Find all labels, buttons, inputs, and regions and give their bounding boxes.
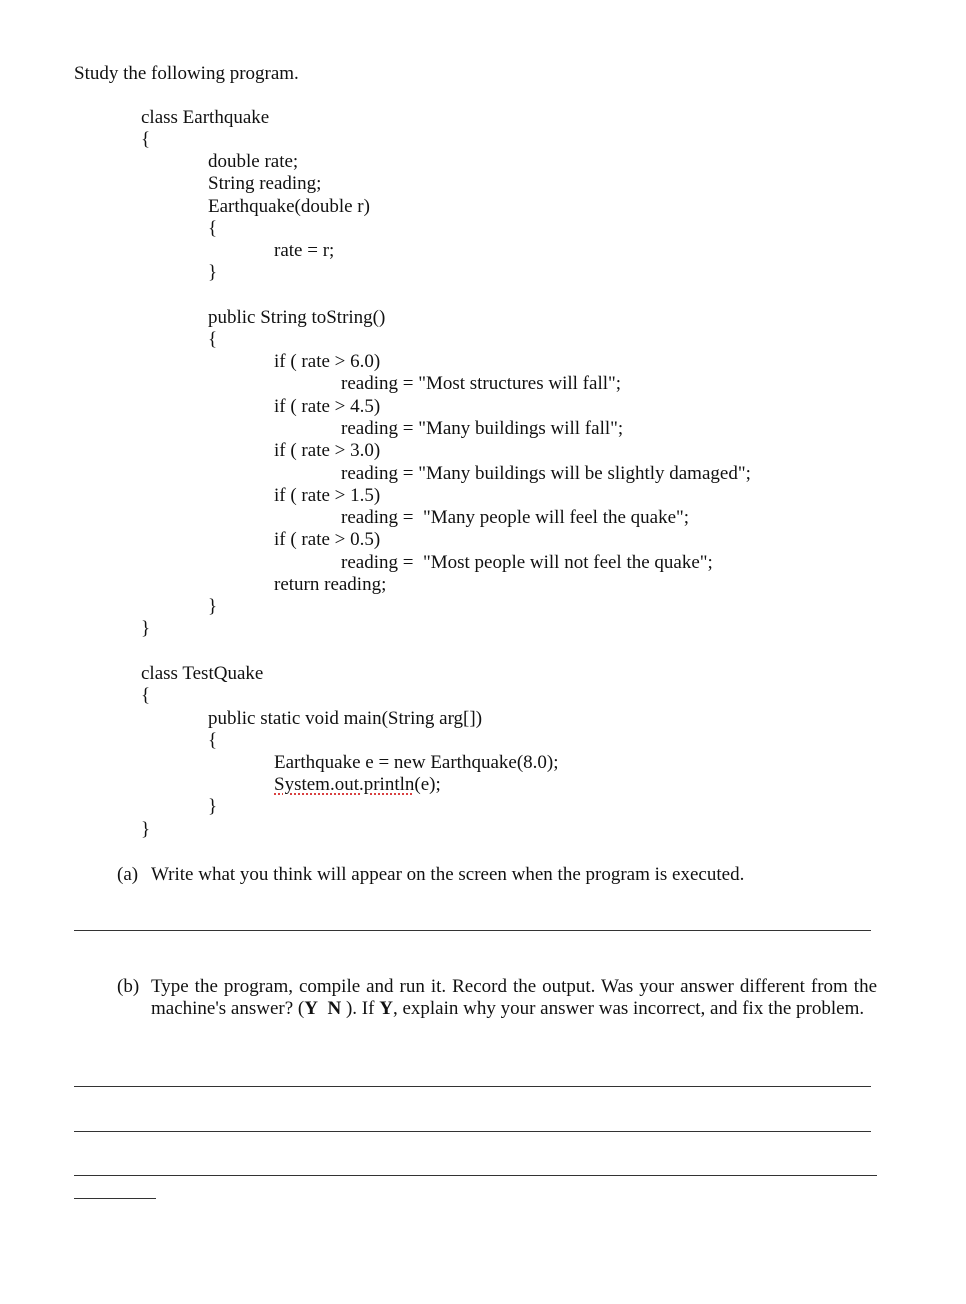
code-line: reading = "Many buildings will be slightly damaged"; bbox=[341, 463, 751, 484]
code-line: { bbox=[208, 730, 218, 751]
code-line: String reading; bbox=[208, 173, 322, 194]
code-line: class TestQuake bbox=[141, 663, 264, 684]
code-line: { bbox=[208, 218, 218, 239]
answer-line-a[interactable] bbox=[74, 930, 871, 931]
code-line: if ( rate > 0.5) bbox=[274, 529, 381, 550]
answer-line-b3[interactable] bbox=[74, 1175, 877, 1176]
code-line: reading = "Most structures will fall"; bbox=[341, 373, 622, 394]
question-b-text-part: , explain why your answer was incorrect, and fix the problem. bbox=[392, 998, 865, 1019]
code-line: { bbox=[141, 129, 151, 150]
question-b-text-part: ). If bbox=[341, 998, 380, 1019]
spellcheck-flagged-text: System.out.println bbox=[274, 774, 415, 795]
code-line: if ( rate > 3.0) bbox=[274, 440, 381, 461]
question-b-label: (b) bbox=[117, 976, 140, 997]
answer-line-b2[interactable] bbox=[74, 1131, 871, 1132]
answer-option-y: Y bbox=[304, 998, 318, 1019]
question-a-label: (a) bbox=[117, 864, 139, 885]
answer-line-b1[interactable] bbox=[74, 1086, 871, 1087]
code-line: class Earthquake bbox=[141, 107, 270, 128]
question-b bbox=[117, 976, 877, 1046]
code-line: public static void main(String arg[]) bbox=[208, 708, 483, 729]
code-line bbox=[274, 774, 441, 796]
code-line: { bbox=[208, 329, 218, 350]
code-line: if ( rate > 4.5) bbox=[274, 396, 381, 417]
question-a-text: Write what you think will appear on the screen when the program is executed. bbox=[151, 864, 745, 885]
code-line: } bbox=[141, 819, 151, 840]
code-line: reading = "Most people will not feel the quake"; bbox=[341, 552, 713, 573]
answer-line-b4[interactable] bbox=[74, 1198, 156, 1199]
code-line: if ( rate > 6.0) bbox=[274, 351, 381, 372]
code-line: Earthquake(double r) bbox=[208, 196, 370, 217]
code-line: } bbox=[208, 796, 218, 817]
question-b-text bbox=[151, 976, 877, 1020]
code-line: rate = r; bbox=[274, 240, 335, 261]
code-line: reading = "Many people will feel the quake"; bbox=[341, 507, 690, 528]
question-a bbox=[117, 864, 877, 886]
code-line: public String toString() bbox=[208, 307, 386, 328]
code-line: if ( rate > 1.5) bbox=[274, 485, 381, 506]
code-line-suffix: (e); bbox=[414, 774, 441, 795]
code-line: double rate; bbox=[208, 151, 299, 172]
code-line: } bbox=[208, 262, 218, 283]
code-line: } bbox=[141, 618, 151, 639]
question-b-text-part: Type the program, compile and run it. Record the output. Was your answer different from the machine's answer? ( bbox=[151, 976, 877, 1019]
code-line: Earthquake e = new Earthquake(8.0); bbox=[274, 752, 559, 773]
code-line: } bbox=[208, 596, 218, 617]
answer-option-y-ref: Y bbox=[379, 998, 393, 1019]
code-line: reading = "Many buildings will fall"; bbox=[341, 418, 624, 439]
intro-text: Study the following program. bbox=[74, 63, 299, 84]
answer-option-n: N bbox=[327, 998, 342, 1019]
code-line: { bbox=[141, 685, 151, 706]
code-line: return reading; bbox=[274, 574, 387, 595]
